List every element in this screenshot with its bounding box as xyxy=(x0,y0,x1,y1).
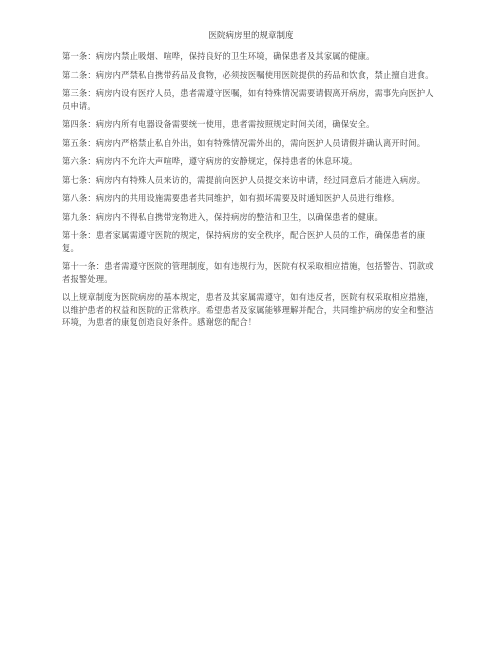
article-9: 第九条：病房内不得私自携带宠物进入，保持病房的整洁和卫生，以确保患者的健康。 xyxy=(62,211,383,222)
article-7: 第七条：病房内有特殊人员来访的，需提前向医护人员提交来访申请，经过同意后才能进入病房。 xyxy=(62,174,426,185)
article-1: 第一条：病房内禁止吸烟、喧哗，保持良好的卫生环境，确保患者及其家属的健康。 xyxy=(62,51,375,61)
article-5: 第五条：病房内严格禁止私自外出，如有特殊情况需外出的，需向医护人员请假并确认离开时间。 xyxy=(62,137,426,148)
article-3: 第三条：病房内设有医疗人员，患者需遵守医嘱，如有特殊情况需要请假离开病房，需事先向医护人员申请。 xyxy=(62,88,434,111)
article-8: 第八条：病房内的共用设施需要患者共同维护，如有损坏需要及时通知医护人员进行维修。 xyxy=(62,193,400,203)
article-6: 第六条：病房内不允许大声喧哗，遵守病房的安静规定，保持患者的休息环境。 xyxy=(62,156,358,166)
article-4: 第四条：病房内所有电器设备需要统一使用，患者需按照规定时间关闭，确保安全。 xyxy=(62,119,375,129)
document-body xyxy=(62,50,442,335)
article-10: 第十条：患者家属需遵守医院的规定，保持病房的安全秩序，配合医护人员的工作，确保患者的康复。 xyxy=(62,230,426,253)
article-2: 第二条：病房内严禁私自携带药品及食物，必须按医嘱使用医院提供的药品和饮食，禁止擅自进食。 xyxy=(62,69,434,80)
closing-paragraph: 以上规章制度为医院病房的基本规定，患者及其家属需遵守，如有违反者，医院有权采取相应措施，以维护患者的权益和医院的正常秩序。希望患者及家属能够理解并配合，共同维护病房的安全和整洁环境，为患者的康复创造良好条件。感谢您的配合！ xyxy=(62,292,434,327)
document-title: 医院病房里的规章制度 xyxy=(208,31,294,41)
article-11: 第十一条：患者需遵守医院的管理制度，如有违规行为，医院有权采取相应措施，包括警告、罚款或者报警处理。 xyxy=(62,261,434,284)
